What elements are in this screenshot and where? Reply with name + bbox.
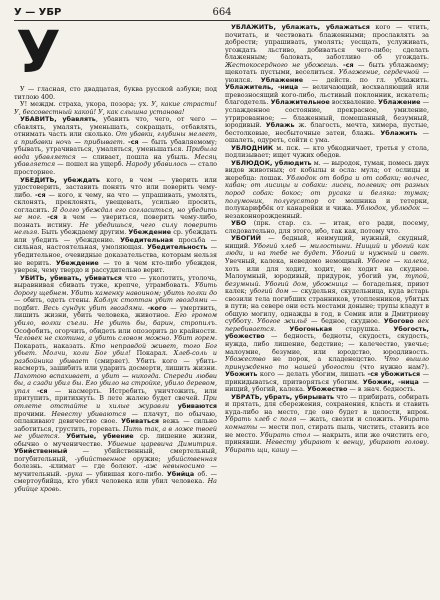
definition-text: ср. лишение жизни, обычно о мученичестве. [14, 432, 217, 448]
dictionary-entry [225, 235, 429, 393]
headword: Ублажение [378, 98, 421, 107]
headword: Убожик, -ница [362, 377, 419, 386]
headword: Убогово [383, 317, 414, 326]
dictionary-entry [225, 24, 429, 145]
dictionary-entry [225, 394, 429, 454]
definition-text: кого, в чем — уверить или удостоверить, заставить понять что или поверить чему-либо. [14, 175, 217, 199]
definition-text: — услажденное состояние, прекрасное, умиление, утрированное; — блаженный, помешанный, безумный, юродивый. [225, 98, 429, 130]
left-column [14, 24, 217, 596]
definition-text: Увечный, калека, неведомо немощный. [225, 256, 368, 265]
definition-text: — убийственный, смертельный, погубительный, - [14, 447, 217, 463]
example-text: Его громом убило, волки съели. Не убить бы, барин, стропилъ [14, 311, 217, 327]
definition-text: — величающий, восхваляющий или превозносящий кого-либо, льстивый поклонник, искатель; благодетель. [225, 83, 429, 107]
definition-text: — жать, свезти и сложить. [296, 415, 399, 424]
headword: Убедительная [120, 235, 174, 244]
dictionary-entry [14, 275, 217, 494]
definition-text: — стало просторнее. [14, 160, 217, 177]
example-text: тупой, безумный. Убогий дом, убожница [225, 272, 429, 288]
example-text: Жестокосердного не убожешь. [225, 60, 339, 69]
headword: Убогость, убожество [225, 324, 429, 341]
definition-text: — плачут, по обычаю, оплакивают девичество свое. [14, 409, 217, 426]
headword: УБРАТЬ, убрать, убирывать [231, 392, 335, 401]
example-text: Убирать стол [260, 430, 311, 439]
definition-text: — кого, к чему, на что — упрашивать, умолять, склонять, преклонять, увещевать, усильно просить, согласить. [14, 190, 217, 214]
running-header [14, 6, 430, 21]
definition-text: — уюился. [225, 68, 429, 84]
definition-text: — сливает, пошла на убыль. [75, 152, 195, 161]
definition-text: — убедительное, очевидные доказательства, которым нельзя не верить. [14, 243, 217, 267]
example-text: Убогое жильё [257, 317, 308, 326]
definition-text: — насмерть. Истребить, уничтожить, или притупить, притихнуть. В лете жалею будет свечей. [14, 386, 217, 403]
example-text: От убавки, глубины мелеет, а прибавки ночь — прибывает. [14, 130, 217, 146]
running-head: У — УБР [14, 7, 62, 18]
example-text: Не убедишься, чего силу поверить нельзя. [14, 220, 217, 237]
definition-text: что — прибирать, собирать и прятать, для сбережения, сохранения, класть и ставить куда-либо на место, где оно будет в целости, впрок. [225, 392, 429, 416]
definition-text: что — уколотить, утолочь, выравнивая сбивать туже, крепче, утрамбовать. [14, 273, 217, 290]
example-text: Месяц убавляется [14, 152, 217, 169]
example-text: убогий дом [249, 287, 289, 296]
headword: Убийца [166, 469, 195, 478]
definition-text: м. пск. — кто убкодничает, третья у стола, подлизывает; ищет чужих обедов. [225, 143, 429, 160]
headword: УБЛАЖИТЬ, ублажать, ублажаться [231, 24, 370, 31]
example-text: Ублюдок от бобра и от собаки; волчес, кабан; от лисицы и собаки: лисец, полевик; от разных пород собак: бокос; от русака и беляка: тумак; полумоник, полугусятор [225, 173, 429, 205]
definition-text: — богадельня, приют калек; [225, 279, 429, 296]
example-text: аж невыносимо [145, 462, 205, 471]
definition-text: об. — смертоубийца, кто убил человека или убил человека. [14, 469, 217, 486]
definition-text: Покарать, наказать. [14, 341, 91, 350]
definition-text: Быть убеждаему другим. [39, 228, 129, 237]
example-text: При отлете отстайте и хилые журавли [14, 394, 217, 410]
example-text: Кто неправдой живет, того Бог убьет. Молчи, коли Бог убил! [14, 341, 217, 358]
headword: -ся [35, 190, 46, 199]
headword: -ся [36, 386, 48, 395]
definition-text: — быть ублажаему; щекотать пустыми, веселиться. [225, 60, 429, 77]
headword: Убожество [306, 385, 348, 394]
example-text: век перебивается. [225, 317, 429, 333]
definition-text: — подбит. [14, 296, 217, 312]
headword: убиваются [177, 401, 217, 410]
example-text: Весь сундук убит гвоздями. [43, 303, 144, 312]
definition-text: — бедность, бедноты, скудость, скудость, нужда, либо лишение, бедствие; — калечество, увечье; малоумие, безумие, или юродство, юродливость. [225, 332, 429, 356]
headword: УБАВИТЬ, убавлять [20, 115, 96, 124]
headword: -ся [128, 137, 139, 146]
definition-text: — прикидываться, притворяться убогим. [225, 370, 429, 386]
headword: -ся [47, 213, 58, 222]
definition-text: , хоть или для ходит, ходит, не ходит на скудное. Малоумный, юродивый, придурок, убогий ум, [225, 256, 429, 281]
definition-text: — нищий, убогий, калека. [225, 377, 429, 394]
dictionary-entry [225, 160, 429, 220]
headword: -ся [343, 60, 354, 69]
definition-text: . Ософобить, огорчить, обидеть или опозорить до крайности. [14, 318, 217, 335]
definition-text: ж. благость, мечта, химера, пустые, бестолковые, несбыточные затеи, блажь. [225, 121, 429, 137]
definition-text: в чем — увериться, поверить чему-либо, познать истину. [14, 213, 217, 229]
example-text: убийственное [76, 454, 126, 463]
headword: УБОГИЙ [231, 234, 261, 243]
headword: УБЛЮДОК, ублюдить [231, 158, 312, 167]
page-number: 664 [212, 7, 232, 18]
headword: Убийственный [14, 447, 68, 456]
example-text: убийственная [167, 454, 217, 463]
headword: УБИТЬ, убивать, убиваться [20, 273, 122, 282]
headword: -кого [147, 303, 167, 312]
headword: Ублажь [265, 121, 295, 130]
example-text: У, какие страсти! У, бессовестный какой! У, как слышна установа! [14, 100, 217, 116]
example-text: Невесту убирают к венцу, убирают голову. Убирать щи, кашу [225, 438, 429, 454]
definition-text: Покарал. [130, 349, 174, 358]
example-text: Пить так, а в ложе твоей не убиется. [14, 424, 217, 441]
example-text: Народу убавилось [125, 160, 188, 169]
example-text: Что вышло принужденно то нашей убогости [225, 355, 429, 371]
dictionary-entry: У — гласная, сто двадцатая, буква русской азбуки; под титлою 400. [14, 85, 217, 101]
example-text: Убирать комнаты [225, 415, 429, 431]
definition-text: , убавить что, чего, от чего — сбавлять, умалять, уменьшать, сокращать, отбавлять, отнимать часть или сколько. [14, 115, 217, 139]
example-text: Убожество [225, 355, 266, 364]
definition-text: — ошалеть, одуреть, сойти с ума. [225, 128, 429, 145]
headword: Убитые, убиение [66, 432, 134, 441]
definition-text: У! междм. страха, укора, позора; ух. [20, 100, 152, 109]
example-text: Убить дорогу щебнем. Убить каменку навоином; убить полки до [14, 281, 217, 297]
headword: УБЕДИТЬ, убеждать [20, 175, 100, 184]
definition-text: — мести пол, стирать пыль, чистить, ставить все не место. [225, 422, 429, 439]
definition-text: — пошел на ущерб. [55, 160, 126, 169]
definition-text: — быть убавляемому; убывать, утрачиваться, умаляться, уменьшаться. [14, 137, 217, 154]
definition-text: — в знач. бедность. [347, 385, 416, 394]
definition-text: — мучительный. - [14, 462, 217, 478]
headword: Ублажитель, -ница [225, 83, 299, 92]
example-text: Я долго убеждал его согласиться, но убедить не мог. [14, 205, 217, 222]
example-text: Невесту убиваются [51, 409, 127, 418]
right-column [225, 24, 429, 596]
headword: Убеждение [128, 228, 172, 237]
definition-text: м. — выродок, тумак, помесь двух видов животных; от кобылы и осла: мула; от ослицы и жеребца: лошак. [225, 158, 429, 182]
headword: Убеждение [55, 258, 99, 267]
definition-text: вежь — сильно заботиться, грустить, горевать. [14, 417, 217, 433]
headword: УБЛОДНИК [231, 143, 274, 152]
definition-text: просьба — сильная, настоятельная, умоляющая. [14, 235, 217, 252]
definition-text: болезнь. -климат — где болеют. - [14, 462, 146, 471]
definition-text: старушка. [332, 324, 394, 333]
headword: -ся [367, 370, 379, 379]
definition-text: — бедный, неимущий, нужный, скудный, нищий. [225, 234, 429, 250]
headword: Убожить [225, 370, 258, 379]
headword: УБО [231, 219, 247, 228]
definition-text: (смиряет). Убить кого — убить-насмерть, зашибить или ударить досмерти, лишить жизни. [14, 356, 217, 373]
right-entries [225, 24, 429, 454]
dictionary-entry [14, 116, 217, 176]
example-text: Ублюдок, ублюдок [355, 204, 420, 213]
example-text: Убогий хлеб — милостыни. Нищий и убогий как люди, и на тебе не будет. Убогий и нужный и свет. [225, 241, 429, 258]
example-text: Каблук стоптан убит гвоздями [93, 296, 208, 305]
definition-text: прочими. [14, 409, 52, 418]
definition-text: — бедное, скудное. [307, 317, 384, 326]
dictionary-entry [14, 177, 217, 275]
definition-text: от мошника и тетерки, полукарифбёк от канарейки и чижа. [225, 196, 429, 213]
definition-text: — [289, 445, 298, 454]
example-text: Человек не скотина, а убить словом можно. Убит горем. [14, 334, 217, 343]
headword: Убогонькая [289, 324, 333, 333]
definition-text: — незаконнорожденный. [225, 204, 429, 220]
dictionary-entry [225, 145, 429, 160]
definition-text: — обить, одеть стены. [14, 296, 94, 305]
left-entries [14, 86, 217, 494]
definition-text: оружие; [125, 454, 168, 463]
headword: Ублажение [260, 75, 304, 84]
headword: убожиться [380, 370, 421, 379]
example-text: Убогое — калека [367, 256, 427, 265]
headword: Ублажить [380, 128, 418, 137]
example-text: Хлеб-соль и разбойника убивает [14, 349, 217, 365]
definition-text: — то в чем кто-либо убежден, уверен, чему твердо и рассудительно верит. [14, 258, 217, 275]
headword: Убедительность [147, 243, 208, 252]
definition-text: — накрыть, или же очистить его, принявши. [225, 430, 429, 447]
definition-text: — умертвить, лишить жизни, убить человека, животное. [14, 303, 217, 320]
headword: Убиваться [121, 417, 159, 426]
example-text: Ублажение, сердечной [338, 68, 420, 77]
example-text: На убийце кровь. [14, 477, 217, 493]
example-text: Убиение царевича Димитрия. [107, 439, 217, 448]
example-text: Прибыла вода убавляется [14, 145, 217, 161]
definition-text: не порок, а кладенецство. [265, 355, 385, 364]
example-text: Убрать хлеб с поля [225, 415, 297, 424]
definition-text: — убившая кого-либо. [82, 469, 167, 478]
definition-text: ср. убеждать или убедить — убеждение. [14, 228, 217, 244]
section-initial-letter: У [16, 24, 61, 86]
definition-text: (что нужно нам?). [354, 362, 429, 371]
definition-text: восхваление. [329, 98, 379, 107]
definition-text: (прк. стар. сз. — итак, его ради, посему, следовательно, для этого, ибо, так как, потому что. [225, 219, 429, 235]
example-text: рука [67, 469, 83, 478]
headword: Ублажительное [270, 98, 330, 107]
definition-text: кого — чтить, почитать, и чествовать блаженными; прославлять за добрести; упрашивать, умолять; уесщать, услуживать, угождать льстиво, добиваться чего-либо; сделать блаженным; баловать, заботливо об угождать. [225, 24, 429, 62]
definition-text: кого — делать убогим, лишать [257, 370, 368, 379]
definition-text: — скудельня, скудельница, куда встарь свозили тела погибших странников, утопленников, убитых в пути; на севере они есть местами доныне; трупы кладут в общую могилу, однажды в год, в Семик или в Дмитриеву субботу. [225, 287, 429, 326]
definition-text: — действ. по гл. ублажить. [303, 75, 429, 84]
dictionary-entry [14, 101, 217, 116]
example-text: Пахотою вспахивает, а убит — никогда. Спереди любви бы, а сзади убил бы. Его убило на стройке, убило деревом, упал [14, 371, 217, 395]
